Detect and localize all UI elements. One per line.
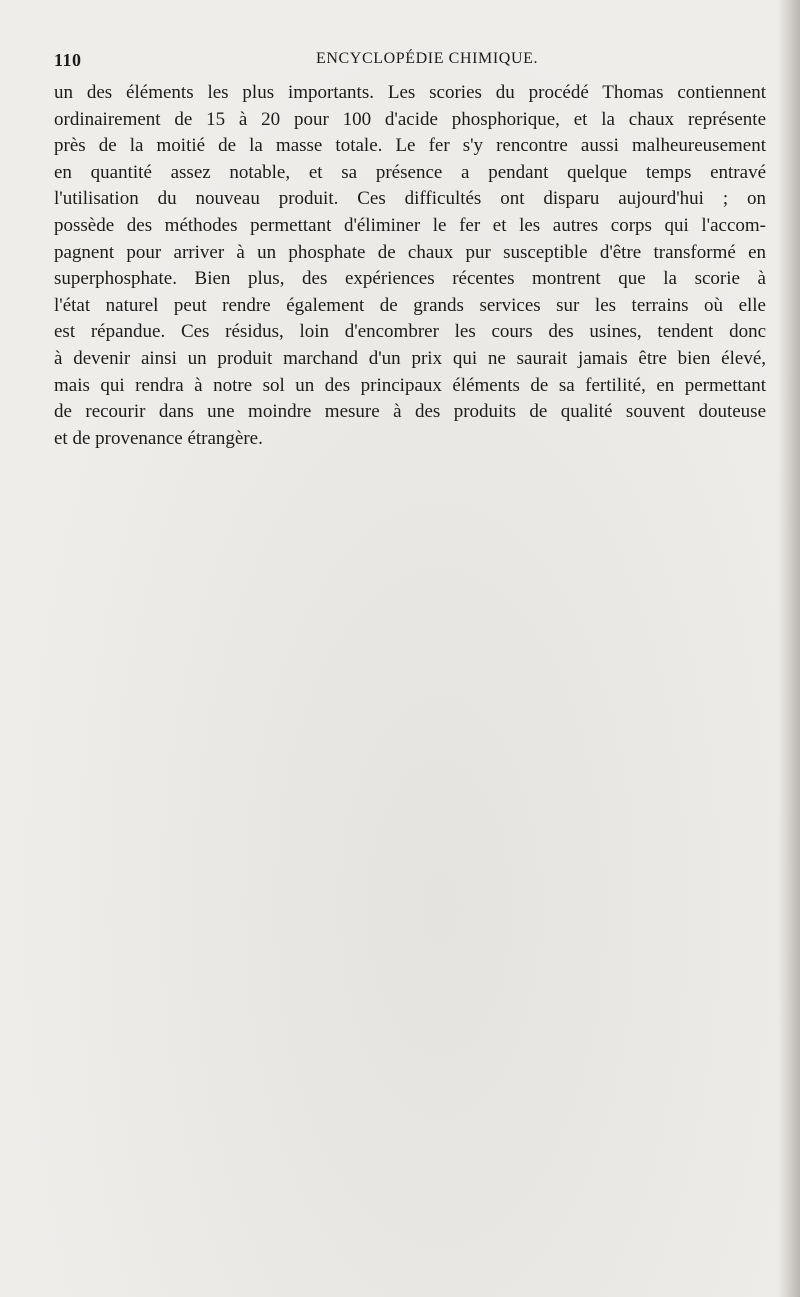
text-line: l'état naturel peut rendre également de grands services sur les terrains où elle <box>54 294 766 316</box>
text-line: et de provenance étrangère. <box>54 427 263 449</box>
page-edge-shadow <box>778 0 800 1297</box>
text-line: l'utilisation du nouveau produit. Ces difficultés ont disparu aujourd'hui ; on <box>54 188 766 210</box>
text-line: possède des méthodes permettant d'éliminer le fer et les autres corps qui l'accom- <box>54 214 766 236</box>
text-line: près de la moitié de la masse totale. Le fer s'y rencontre aussi malheureusement <box>54 135 766 157</box>
text-line: de recourir dans une moindre mesure à des produits de qualité souvent douteuse <box>54 401 766 423</box>
running-title: ENCYCLOPÉDIE CHIMIQUE. <box>316 50 539 67</box>
text-line: mais qui rendra à notre sol un des principaux éléments de sa fertilité, en permettant <box>54 374 766 396</box>
text-line: est répandue. Ces résidus, loin d'encombrer les cours des usines, tendent donc <box>54 321 766 343</box>
text-line: superphosphate. Bien plus, des expériences récentes montrent que la scorie à <box>54 268 766 290</box>
body-paragraph <box>54 80 766 452</box>
page-number: 110 <box>54 50 82 70</box>
running-head <box>54 50 766 74</box>
text-line: à devenir ainsi un produit marchand d'un prix qui ne saurait jamais être bien élevé, <box>54 347 766 369</box>
text-line: un des éléments les plus importants. Les scories du procédé Thomas contiennent <box>54 82 766 103</box>
text-line: en quantité assez notable, et sa présence a pendant quelque temps entravé <box>54 161 766 183</box>
text-line: ordinairement de 15 à 20 pour 100 d'acide phosphorique, et la chaux représente <box>54 108 766 130</box>
bleed-through-texture <box>60 412 760 1152</box>
text-line: pagnent pour arriver à un phosphate de chaux pur susceptible d'être transformé en <box>54 241 766 263</box>
